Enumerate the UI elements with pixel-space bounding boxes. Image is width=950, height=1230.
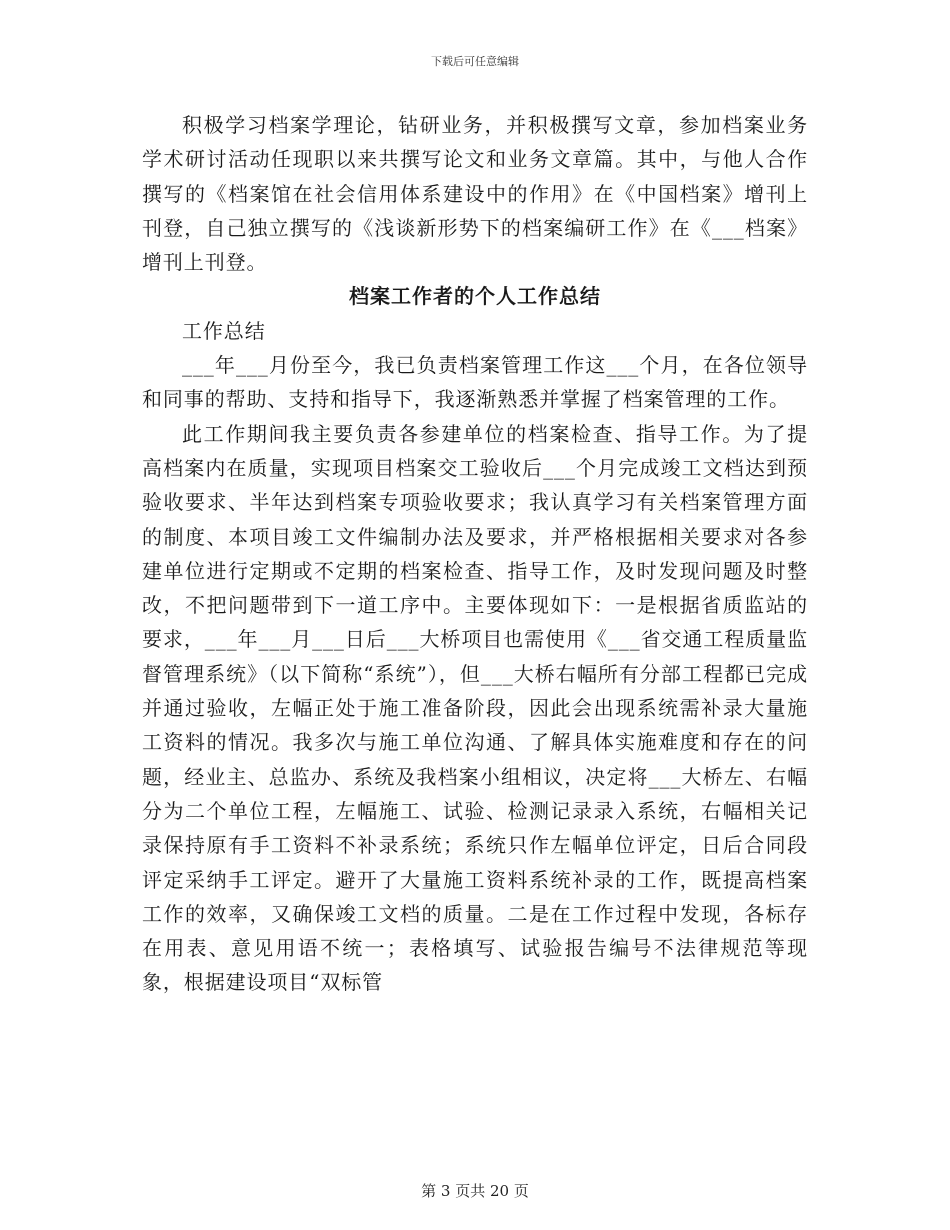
page-footer: 第 3 页共 20 页 xyxy=(421,1182,529,1200)
paragraph-work-details: 此工作期间我主要负责各参建单位的档案检查、指导工作。为了提高档案内在质量，实现项目档案交工验收后___个月完成竣工文档达到预验收要求、半年达到档案专项验收要求；我认真学习有关档案管理方面的制度、本项目竣工文件编制办法及要求，并严格根据相关要求对各参建单位进行定期或不定期的档案检查、指导工作，及时发现问题及时整改，不把问题带到下一道工序中。主要体现如下：一是根据省质监站的要求，___年___月___日后___大桥项目也需使用《___省交通工程质量监督管理系统》（以下简称“系统”），但___大桥右幅所有分部工程都已完成并通过验收，左幅正处于施工准备阶段，因此会出现系统需补录大量施工资料的情况。我多次与施工单位沟通、了解具体实施难度和存在的问题，经业主、总监办、系统及我档案小组相议，决定将___大桥左、右幅分为二个单位工程，左幅施工、试验、检测记录录入系统，右幅相关记录保持原有手工资料不补录系统；系统只作左幅单位评定，日后合同段评定采纳手工评定。避开了大量施工资料系统补录的工作，既提高档案工作的效率，又确保竣工文档的质量。二是在工作过程中发现，各标存在用表、意见用语不统一；表格填写、试验报告编号不法律规范等现象，根据建设项目“双标管 xyxy=(142,421,808,995)
paragraph-intro: ___年___月份至今，我已负责档案管理工作这___个月，在各位领导和同事的帮助、支持和指导下，我逐渐熟悉并掌握了档案管理的工作。 xyxy=(142,353,808,412)
section-subtitle: 工作总结 xyxy=(182,318,266,343)
page-header: 下载后可任意编辑 xyxy=(431,55,519,68)
document-body xyxy=(142,108,808,1000)
section-title: 档案工作者的个人工作总结 xyxy=(349,284,601,309)
paragraph-publications: 积极学习档案学理论，钻研业务，并积极撰写文章，参加档案业务学术研讨活动任现职以来共撰写论文和业务文章篇。其中，与他人合作撰写的《档案馆在社会信用体系建设中的作用》在《中国档案》增刊上刊登，自己独立撰写的《浅谈新形势下的档案编研工作》在《___档案》增刊上刊登。 xyxy=(142,113,808,275)
